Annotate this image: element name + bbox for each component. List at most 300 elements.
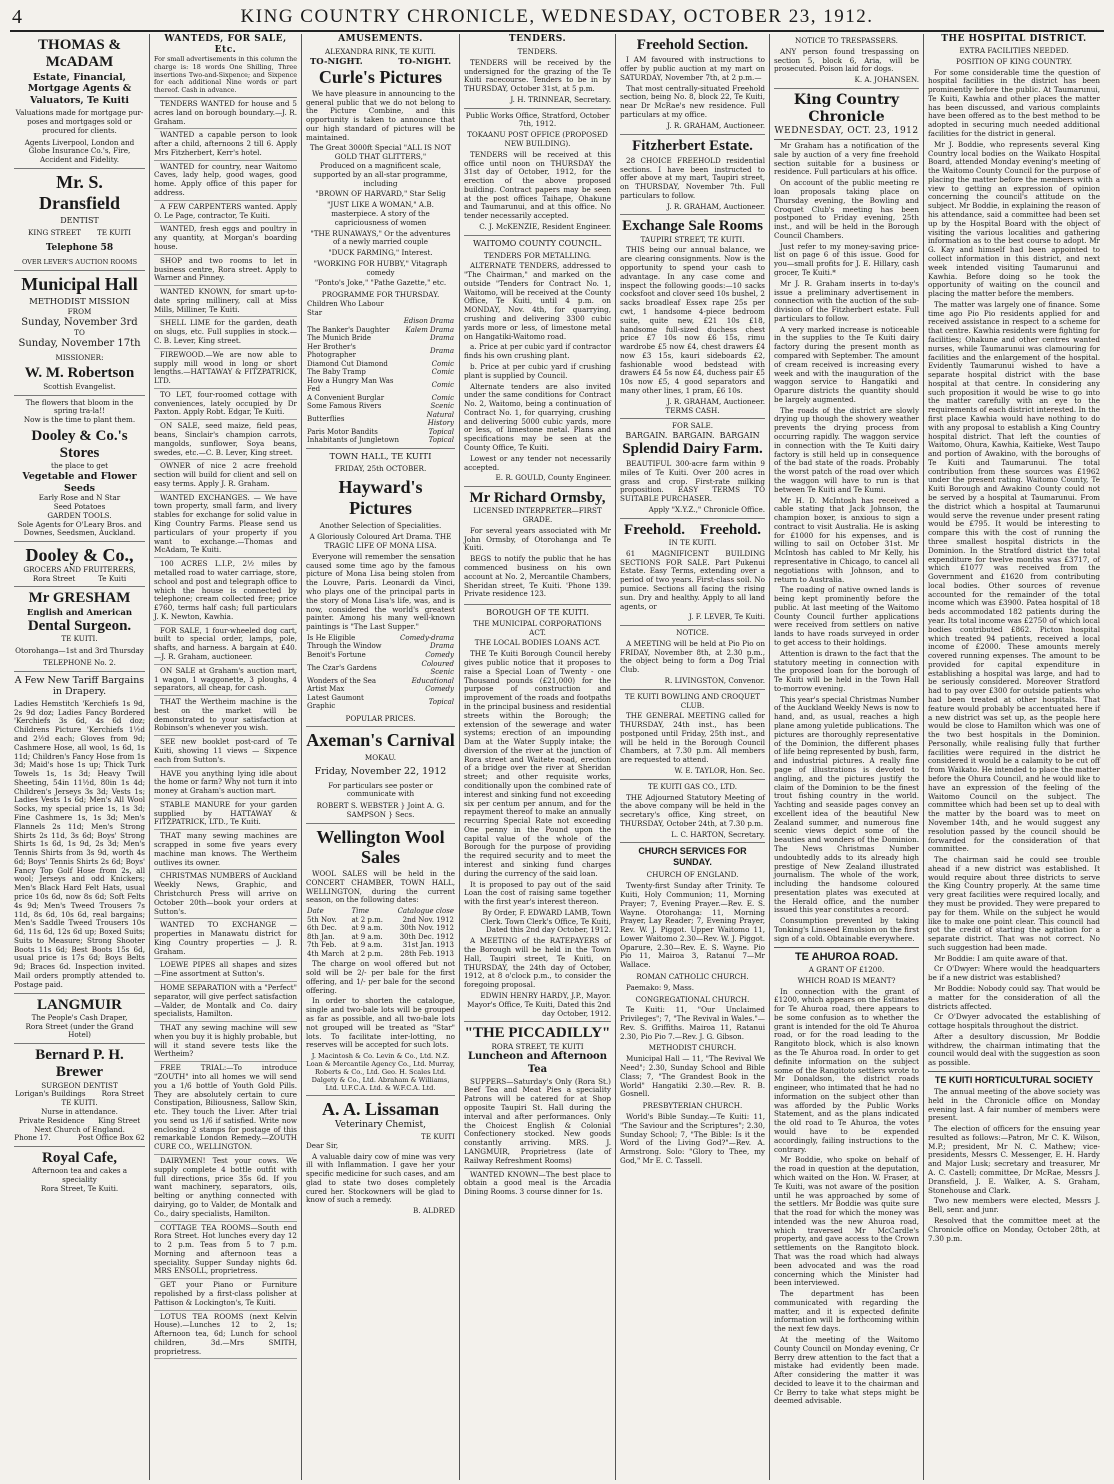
church-body: Paemako: 9, Mass.	[626, 982, 694, 992]
section-heading: WANTEDS, FOR SALE, Etc.	[164, 34, 287, 55]
ad-line: "JUST LIKE A WOMAN," A.B. masterpiece. A story of the capriciousness of women	[327, 200, 434, 227]
classified-ad: TENDERS WANTED for house and 5 acres land on borough boundary.—J. R. Graham.	[154, 98, 297, 129]
table-cell: Edison Drama	[403, 317, 454, 326]
ad-title: Fitzherbert Estate.	[632, 137, 753, 154]
dransfield-ad	[14, 169, 145, 271]
table-row	[306, 436, 455, 445]
table-cell: 6th Dec.	[307, 924, 337, 933]
ad-line: Veterinary Chemist,	[334, 1119, 427, 1130]
ad-body: Ladies Hemstitch 'Kerchiefs 1s 9d, 2s 9d doz; Ladies Fancy Bordered 'Kerchiefs 3s 6d, 4s 6d doz; Childrens Picture 'Kerchiefs 1½d and 2½d each; Gloves from 9d; Cashmere Hose, all wool, 1s 6d, 1s 11d; Children's Fancy Hose from 1s 3d; Maid's hose 1s up; Thick Turk Towels 1s, 1s 3d; Heavy Twill Sheeting, 54in 11½d, 80in 1s 4d; Children's Jerseys 3s 3d; Vests 1s; Ladies Vests 1s 6d; Men's All Wool Socks, my special price 1s, 1s 3d; Fine Cashmere 1s, 1s 3d; Men's Flannels 2s 11d; Men's Strong Shirts 2s 11d, 3s 6d; Boys' Strong Shirts 1s 6d, 1s 9d, 2s 3d; Men's Tennis Shirts from 3s 9d, worth 4s 6d; Boys' Tennis Shirts 2s 6d; Boys' Fancy Top Golf Hose from 2s, all wool; Jerseys and odd Knickers; Men's Black Hard Felt Hats, usual price 10s 6d, now 8s 6d; Soft Felts 4s 9d; Men's Tweed Trousers 7s 11d, 8s 6d, 10s 6d, real bargains; Men's Saddle Tweed Trousers 10s 6d, 11s 6d, 12s 6d up; Boxed Suits; Suits to Measure; Strong Shooter Boots 11s 6d; Best Boots 15s 6d, usual price is 17s 6d; Boys Belts 9d; Braces 6d. Inspection invited. Mail orders promptly attended to. Postage paid.	[14, 698, 145, 989]
ad-body: TENDERS will be received by the undersigned for the grazing of the Te Kuiti racecourse. Tenders to be in by THURSDAY, October 31st, at 5 p.m.	[464, 57, 611, 94]
church-name: PRESBYTERIAN CHURCH.	[642, 1101, 743, 1111]
curle-pictures-ad	[306, 45, 455, 449]
table-cell: 30th Dec. 1912	[399, 932, 454, 941]
news-paragraph: Mr H. D. McIntosh has received a cable stating that Jack Johnson, the champion boxer, is anxious to sign a contract to visit Australia. He is asking for £1000 for his expenses, and is willing to sail on October 31st. Mr McIntosh has cabled to Mr Kelly, his representative in Chicago, to cancel all negotiations with Johnson, and to return to Australia.	[774, 495, 919, 584]
table-cell: Her Brother's Photographer	[307, 342, 356, 360]
ad-title: THOMAS & McADAM	[38, 37, 121, 71]
classified-ad: 100 ACRES L.I.P., 2½ miles by metalled road to water carriage, store, school and post and telegraph office to which the house is connected by telephone; cream collected free; price £760, terms half cash; full particulars J. K. Newton, Kawhia.	[154, 558, 297, 624]
table-row	[306, 368, 455, 377]
ad-body: Everyone will remember the sensation caused some time ago by the famous picture of Mona Lisa being stolen from the Louvre, Paris. Leonardi da Vinci, who plays one of the principal parts in the story of Mona Lisa's life, was, and is now, considered the world's greatest painter. Among his many well-known paintings is "The Last Supper."	[306, 551, 455, 632]
ad-body: TENDERS will be received at this office until noon on THURSDAY the 31st day of October, 1912, for the erection of the above proposed building. Contract papers may be seen at the post offices Taihape, Ohakune and Taumarunui, and at this office. No tender necessarily accepted.	[464, 149, 611, 221]
ad-line: Private Residence King Street	[18, 1115, 141, 1125]
table-cell: Comedy-drama	[400, 633, 454, 642]
ad-line: THE MUNICIPAL CORPORATIONS ACT.	[473, 618, 602, 637]
article-paragraph: For some considerable time the question of hospital facilities in the district has been prominently before the public. At Taumarunui, Te Kuiti, Kawhia and other places the matter has been discussed, and various complaints have been offered as to the best method to be adopted in securing much needed additional facilities for the district in general.	[928, 67, 1100, 138]
ad-line: Rora Street (under the Grand Hotel)	[25, 1021, 134, 1040]
ad-title: Hayward's Pictures	[338, 477, 423, 518]
ad-line: THE LOCAL BODIES LOANS ACT.	[474, 638, 601, 648]
ad-title: Dooley & Co.'s Stores	[31, 427, 128, 462]
ad-line: TENDERS.	[517, 46, 558, 56]
ad-body: BEAUTIFUL 300-acre farm within 9 miles of Te Kuiti. Over 200 acres in grass and crop. First-rate milking proposition. EASY TERMS TO SUITABLE PURCHASER.	[620, 459, 765, 504]
ad-line: IN TE KUITI.	[668, 538, 717, 548]
ad-line: TO-NIGHT. TO-NIGHT.	[309, 56, 452, 67]
ad-title: Exchange Sale Rooms	[622, 218, 763, 235]
programme-table	[306, 300, 455, 445]
table-cell: at 2 p.m.	[351, 949, 383, 958]
ad-title: Freehold Section.	[636, 37, 749, 53]
ad-body: 61 MAGNIFICENT BUILDING SECTIONS FOR SALE. Part Pukenui Estate. Easy Terms, extending over a period of two years. First-class soil. No pumice. Sections all facing the rising sun. Dry and healthy. Apply to all land agents, or	[620, 548, 765, 611]
news-paragraph: Just refer to my money-saving price-list on page 6 of this issue. Good for you—small profits for J. E. Hillary, cash grocer, Te Kuiti.*	[774, 241, 919, 277]
classified-ad: ON SALE at Graham's auction mart, 1 wagon, 1 waggonette, 3 ploughs, 4 separators, all cheap, for cash.	[154, 665, 297, 696]
ad-signature: By Order, F. EDWARD LAMB, Town Clerk. Town Clerk's Office, Te Kuiti, Dated this 2nd day October, 1912.	[480, 907, 611, 935]
municipal-hall-ad	[14, 271, 145, 396]
news-paragraph: Consumption prevented by taking Tonking's Linseed Emulsion on the first sign of a cold. Obtainable everywhere.	[774, 916, 919, 943]
classified-ads	[154, 98, 297, 1359]
article-paragraph: Cr O'Dwyer: Where would the headquarters be if a new district was established?	[928, 964, 1100, 983]
ad-line: For particulars see poster or communicate with	[328, 780, 433, 799]
ad-body: A MEETING of the RATEPAYERS of the Borough will be held in the Town Hall, Taupiri street, Te Kuiti, on THURSDAY, the 24th day of October, 1912, at 8 o'clock p.m., to consider the foregoing proposal.	[464, 936, 611, 990]
ad-title: Royal Cafe,	[42, 1150, 117, 1167]
ad-line: PROGRAMME FOR THURSDAY.	[321, 290, 440, 300]
table-row	[306, 677, 455, 686]
table-cell: How a Hungry Man Was Fed	[307, 376, 394, 394]
ad-signature: J. R. GRAHAM, Auctioneer.	[666, 201, 765, 211]
classified-ad: A FEW CARPENTERS wanted. Apply O. Le Page, contractor, Te Kuiti.	[154, 201, 297, 224]
ad-line: SURGEON DENTIST	[41, 1080, 118, 1090]
ad-line: FOR SALE.	[672, 421, 713, 431]
table-cell: Comedy	[425, 650, 454, 659]
table-cell: Is He Eligible	[307, 633, 356, 642]
ad-line: Valuators, Te Kuiti	[30, 94, 129, 106]
ad-line: Early Rose and N Star	[38, 493, 121, 503]
article-paragraph: The election of officers for the ensuing year resulted as follows:—Patron, Mr C. K. Wilson, M.P.; president, Mr N. C. Mathew; vice-presidents, Messrs C. Messenger, E. H. Hardy and Major Lusk; secretary and treasurer, Mr A. C. Castell; committee, Dr McRae, Messrs J. Dransfield, J. E. Walker, A. S. Graham, Stonehouse and Clark.	[928, 1124, 1100, 1195]
table-cell: Benoit's Fortune	[307, 650, 366, 659]
ad-title: Curle's Pictures	[318, 67, 443, 88]
article-subhead: WHICH ROAD IS MEANT?	[797, 975, 896, 985]
table-row	[306, 377, 455, 394]
ad-line: Sunday, November 17th	[18, 337, 141, 349]
drapery-ad	[14, 672, 145, 994]
ad-line: POPULAR PRICES.	[345, 713, 416, 723]
ad-line: Now is the time to plant them.	[23, 415, 136, 425]
table-cell: Topical	[428, 697, 454, 706]
ad-body: We have pleasure in announcing to the general public that we do not belong to the Picture Combine, and this opportunity is taken to announce that our high standard of pictures will be maintained.	[306, 88, 455, 142]
ad-body: BEGS to notify the public that he has commenced business on his own account at No. 2, Mercantile Chambers, Sheridan street, Te Kuiti. 'Phone 139. Private residence 123.	[464, 554, 611, 599]
article-headline: TE KUITI HORTICULTURAL SOCIETY	[934, 1075, 1094, 1086]
classified-ad: THAT many sewing machines are scrapped in some five years every machine man knows. The Wertheim outlives its owner.	[154, 830, 297, 870]
ad-signature: R. LIVINGSTON, Convenor.	[664, 675, 765, 685]
programme-table	[306, 634, 455, 711]
table-header-row	[306, 907, 455, 916]
ad-body: THE GENERAL MEETING called for THURSDAY, 24th inst., has been postponed until Friday, 25th inst., and will be held in the Borough Council Chambers, at 7.30 p.m. All members are requested to attend.	[620, 711, 765, 765]
column-6	[770, 34, 924, 1480]
table-cell: Latest Gaumont Graphic	[307, 693, 364, 711]
ad-title: Municipal Hall	[21, 273, 138, 294]
ad-line: TOWN HALL, TE KUITI	[329, 452, 432, 463]
ad-title: Axeman's Carnival	[306, 730, 455, 751]
church-services	[620, 843, 765, 1170]
ad-body: WANTED KNOWN—The best place to obtain a good meal is the Arcadia Dining Rooms. 3 course dinner for 1s.	[464, 1169, 611, 1197]
classified-ad: SEE new booklet post-card of Te Kuiti, showing 11 views — Sixpence each from Sutton's.	[154, 736, 297, 767]
fitzherbert-ad	[620, 135, 765, 216]
table-cell: 2nd Nov. 1912	[402, 915, 454, 924]
classified-ad: GET your Piano or Furniture repolished by a first-class polisher at Pattison & Lockington's, Te Kuiti.	[154, 1279, 297, 1310]
table-row	[306, 685, 455, 694]
section-heading: CHURCH SERVICES FOR SUNDAY.	[638, 846, 747, 868]
table-cell: 31st Jan. 1913	[402, 941, 454, 950]
ad-line: "Ponto's Joke," "Pathe Gazette," etc.	[314, 278, 447, 288]
page-columns	[10, 34, 1104, 1480]
ad-line: MOKAU.	[364, 753, 397, 763]
news-paragraph: The roads of the district are slowly drying up though the showery weather prevents the drying process from occurring rapidly. The waggon service in connection with the Te Kuiti dairy factory is still held up in consequence of the bad state of the roads. Probably the worst patch of the road over which the waggon will have to run is that between Te Kuiti and Te Kumi.	[774, 405, 919, 494]
ad-title: Mr. S. Dransfield	[39, 171, 120, 213]
table-row	[306, 317, 455, 326]
ad-line: Next Church of England.	[34, 1124, 125, 1134]
classified-ad: FOR SALE, 1 four-wheeled dog cart, built to special order, lamps, pole, shafts, and harness. A bargain at £40.—J. R. Graham, auctioneer.	[154, 625, 297, 665]
news-paragraph: Mr Graham has a notification of the sale by auction of a very fine freehold section suitable for a business or residence. Full particulars at his office.	[774, 141, 919, 177]
waitomo-tender	[464, 236, 611, 487]
column-5	[616, 34, 770, 1480]
ad-line: J. Macintosh & Co. Levin & Co., Ltd. N.Z. Loan & Mercantile Agency Co., Ltd. Murray, Roberts & Co., Ltd. Geo. H. Scales Ltd. Dalgety & Co., Ltd. Abraham & Williams, Ltd. U.F.C.A. Ltd. & W.F.C.A. Ltd.	[306, 1052, 455, 1093]
classified-ad: WANTED, fresh eggs and poultry in any quantity, at Morgan's boarding house.	[154, 223, 297, 254]
lissaman-ad	[306, 1096, 455, 1219]
ad-line: ROBERT S. WEBSTER } Joint A. G. SAMPSON } Secs.	[316, 801, 445, 819]
ad-body: For several years associated with Mr John Ormsby, of Otorohanga and Te Kuiti.	[464, 525, 611, 553]
church-body: Te Kuiti: 11, "Our Unclaimed Privileges"; 7, "The Revival in Wales."—Rev. S. Griffiths. Mairoa 11, Ratanui 2.30, Pio Pio 7.—Rev. J. G. Gibson.	[620, 1005, 765, 1041]
table-cell: Through the Window	[307, 642, 382, 651]
masthead	[10, 4, 1104, 32]
dog-trial-notice	[620, 626, 765, 690]
table-cell: Inhabitants of Jungletown	[307, 436, 400, 445]
article-paragraph: Mr Boddie, who spoke on behalf of the road in question at the deputation, which waited on the Hon. W. Fraser, at Te Kuiti, was not aware of the position until he was approached by some of the settlers. Mr Boddie was quite sure that the road for which the money was intended was the new Ahuroa road, which traversed Mr McCardle's property, and gave access to the Crown settlements on the Rangitoto block. That was the road which had always been advocated and was the road concerning which the Minister had been interviewed.	[774, 1155, 919, 1288]
ad-line: GROCERS AND FRUITERERS,	[23, 564, 136, 574]
ad-signature: J. R. GRAHAM, Auctioneer.	[666, 396, 765, 406]
ad-line: "THE RUNAWAYS," Or the adventures of a newly married couple	[310, 228, 451, 247]
table-row	[306, 343, 455, 360]
ad-line: BOROUGH OF TE KUITI.	[486, 608, 589, 618]
classified-ad: WANTED for country, near Waitomo Caves, lady help, good wages, good home. Apply office of this paper for address.	[154, 161, 297, 201]
ad-signature: W. E. TAYLOR, Hon. Sec.	[674, 766, 765, 775]
news-paragraph: The roading of native owned lands is being kept prominently before the public. At last meeting of the Waitomo County Council further applications were received from settlers on native lands to have roads surveyed in order to get access to their holdings.	[774, 585, 919, 647]
table-cell: 8th Jan.	[307, 932, 335, 941]
news-paragraph: A very marked increase is noticeable in the supplies to the Te Kuiti dairy factory during the present month as compared with September. The amount of cream received is increasing every week and with the inauguration of the waggon service to Hangatiki and Oparure districts the quantity should be largely augmented.	[774, 324, 919, 404]
exchange-sale-rooms-ad	[620, 215, 765, 419]
ad-body: A MEETING will be held at Pio Pio on FRIDAY, November 8th, at 2.30 p.m., the object being to form a Dog Trial Club.	[620, 638, 765, 675]
classified-ad: LOEWE PIPES all shapes and sizes —Fine assortment at Sutton's.	[154, 959, 297, 982]
table-cell: Natural History	[426, 410, 454, 428]
ad-line: Luncheon and Afternoon Tea	[468, 1051, 607, 1075]
ad-line: "WORKING FOR HUBBY," Vitagraph comedy	[313, 258, 448, 277]
wool-dates-table	[306, 907, 455, 958]
table-row	[306, 411, 455, 428]
church-body: Municipal Hall — 11, "The Revival We Need"; 2.30, Sunday School and Bible Class; 7, "The Grandest Book in the World" Hangatiki 2.30.—Rev. R. B. Gosnell.	[620, 1054, 765, 1099]
bowling-club-notice	[620, 690, 765, 780]
issue-date: WEDNESDAY, OCT. 23, 1912	[774, 126, 919, 140]
ad-line: Lorigan's Buildings Rora Street	[14, 1089, 144, 1099]
ad-body: SUPPERS—Saturday's Only (Rora St.) Beef Tea and Meat Pies a speciality Patrons will be catered for at Shop opposite Taupiri St. Hall during the interval and after performances. Only the Choicest English & Colonial Confectionery stocked. New goods constantly arriving. MRS. J. LANGMUIR, Proprietress (late of Railway Refreshment Rooms)	[464, 1076, 611, 1165]
news-paragraph: Mr J. R. Graham inserts in to-day's issue a preliminary advertisement in connection with the auction of the sub-division of the Fitzherbert estate. Full particulars to follow.	[774, 278, 919, 323]
table-cell: at 9 a.m.	[351, 941, 383, 950]
freehold-section-ad	[620, 34, 765, 135]
classified-ad: WANTED KNOWN, for smart up-to-date spring millinery, call at Miss Mills, Milliner, Te Kuiti.	[154, 286, 297, 317]
classified-ad: FREE TRIAL:—To introduce "ZOUTH" into all homes we will send you a 1/6 bottle of Youth Gold Pills. They are absolutely certain to cure Constipation, Biliousness, Sallow Skin, etc. They touch the Liver. After trial you send us 1/6 if satisfied. Write now enclosing 2 stamps for postage of this remarkable London Remedy.—ZOUTH CURE CO., WELLINGTON.	[154, 1062, 297, 1155]
ad-line: WAITOMO COUNTY COUNCIL.	[472, 238, 603, 248]
ad-line: TE KUITI GAS CO., LTD.	[648, 781, 737, 791]
ad-line: TAUPIRI STREET, TE KUITI.	[640, 234, 745, 244]
classified-ad: WANTED EXCHANGES. — We have town property, small farm, and livery stables for exchange for solid value in King Country Farms. Please send us particulars of your property if you want to exchange.—Thomas and McAdam, Te Kuiti.	[154, 492, 297, 558]
table-cell: Topical	[428, 427, 454, 436]
ad-line: Phone 17. Post Office Box 62	[14, 1133, 145, 1143]
table-cell: 28th Feb. 1913	[400, 949, 454, 958]
column-7	[924, 34, 1104, 1480]
classified-ad: HOME SEPARATION with a "Perfect" separator, will give perfect satisfaction—Valder, de Montalk and Co. dairy specialists, Hamilton.	[154, 982, 297, 1022]
ad-line: Seed Potatoes	[53, 502, 106, 512]
classified-ad: ON SALE, seed maize, field peas, beans, Sinclair's champion carrots, mangolds, sunflower, Soya beans, swedes, etc.—C. B. Lever, King street.	[154, 420, 297, 460]
table-header: Catalogue close	[397, 907, 454, 916]
ad-title: Mr GRESHAM	[28, 590, 131, 607]
classified-ad: WANTED a capable person to look after a child, afternoons 2 till 6. Apply Mrs Fitzherbert, Kerr's hotel.	[154, 129, 297, 160]
news-paragraph: This year's special Christmas Number of the Auckland Weekly News is now to hand, and, as usual, reaches a high plane among yuletide publications. The pictures are thoroughly representative of the Dominion, the different phases of life being represented by bush, farm, and industrial pictures. A really fine page of illustrations is devoted to angling, and the pictures justify the claim of the Dominion to be the finest trout fishing country in the world. Yachting and seaside pages convey an excellent idea of the beautiful New Zealand summer, and numerous fine scenic views depict some of the beauties and wonders of the Dominion. The News Christmas Number undoubtedly adds to its already high prestige of New Zealand illustrated journalism. The whole of the work, including the handsome coloured presentation plates was executed at the Herald office, and the number issued this year constitutes a record.	[774, 694, 919, 915]
table-row	[306, 402, 455, 411]
ad-line: Another Selection of Specialities.	[319, 520, 442, 530]
ad-body: It is proposed to pay out of the said Loan the cost of raising same together with the first year's interest thereon.	[464, 879, 611, 907]
table-cell: 4th March	[307, 949, 345, 958]
article-paragraph: The department has been communicated with regarding the matter, and it is expected definite information will be forthcoming within the next few days.	[774, 1289, 919, 1334]
ad-signature: K. A. JOHANSEN.	[854, 75, 919, 85]
ad-signature: L. C. HARTON, Secretary.	[671, 829, 765, 839]
table-cell: The Czar's Gardens	[307, 663, 377, 672]
classified-ad: FIREWOOD.—We are now able to supply mill wood in long or short lengths.—HATTAWAY & FITZPATRICK, LTD.	[154, 349, 297, 389]
ad-line: "DUCK FARMING," Interest.	[328, 248, 433, 258]
ad-line: FROM	[67, 306, 92, 316]
ad-line: GARDEN TOOLS.	[47, 510, 112, 520]
article-paragraph: Cr O'Dwyer advocated the establishing of cottage hospitals throughout the district.	[928, 1012, 1100, 1031]
ad-line: TE KUITI.	[61, 634, 98, 644]
article-paragraph: Mr J. Boddie, who represents several King Country local bodies on the Waikato Hospital Board, attended Monday evening's meeting of the Waitomo County Council for the purpose of placing the matter before the members with a view to getting an expression of opinion concerning the council's attitude on the subject. Mr Boddie, in explaining the reason of his attendance, said a committee had been set up by the Hospital Board with the object of visiting the various localities and gathering information as to the best course to adopt. Mr G. Kay and himself had been appointed to collect information in this district, and next week intended visiting Taumarunui and Kawhia. Before doing so he took the opportunity of waiting on the council and placing the matter before the members.	[928, 139, 1100, 299]
ad-signature: Apply "X.Y.Z.," Chronicle Office.	[648, 505, 765, 514]
article-paragraph: Mr Boddie: Nobody could say. That would be a matter for the consideration of all the districts affected.	[928, 984, 1100, 1011]
ad-line: TOKAANU POST OFFICE (PROPOSED NEW BUILDING).	[467, 130, 608, 148]
ad-line: KING STREET TE KUITI	[28, 228, 131, 238]
ad-line: Estate, Financial,	[33, 71, 126, 83]
ad-body: Alternate tenders are also invited under the same conditions for Contract No. 2, Waitomo, being a continuation of Contract No. 1, for quarrying, crushing and delivering 5000 cubic yards, more or less, of limestone metal. Plans and specifications may be seen at the County Office, Te Kuiti.	[464, 381, 611, 452]
table-cell: A Convenient Burglar	[307, 393, 385, 402]
table-cell	[402, 300, 455, 317]
ad-line: TELEPHONE No. 2.	[43, 657, 116, 667]
table-row	[306, 334, 455, 343]
article-paragraph: After a desultory discussion, Mr Boddie withdrew, the chairman intimating that the council would deal with the suggestion as soon as possible.	[928, 1031, 1100, 1068]
article-paragraph: Mr Boddie: I am quite aware of that.	[934, 953, 1068, 963]
brewer-ad	[14, 1044, 145, 1147]
ad-title: Freehold. Freehold.	[624, 521, 761, 538]
table-cell: Paris Motor Bandits	[307, 427, 378, 436]
ad-signature: EDWIN HENRY HARDY, J.P., Mayor. Mayor's Office, Te Kuiti, Dated this 2nd day October, 1912.	[467, 990, 611, 1018]
dairy-farm-ad	[620, 419, 765, 518]
ad-title: Dooley & Co.,	[25, 545, 134, 566]
table-cell: Children Who Labour Star	[307, 299, 384, 317]
church-name: METHODIST CHURCH.	[648, 1043, 737, 1053]
ad-line: Mortgage Agents &	[27, 83, 132, 95]
classified-ad: COTTAGE TEA ROOMS—South end Rora Street. Hot lunches every day 12 to 2 p.m. Teas from 5 to 7 p.m. Morning and afternoon teas a speciality. Supper Sunday nights 6d. MRS ENSOLL, proprietress.	[154, 1222, 297, 1280]
ad-line: Scottish Evangelist.	[43, 381, 116, 391]
table-cell: Artist Max	[307, 685, 345, 694]
ad-body: b. Price at per cubic yard if crushing plant is supplied by Council.	[464, 361, 611, 380]
ad-title: Splendid Dairy Farm.	[622, 440, 763, 457]
ad-line: TENDERS FOR METALLING.	[483, 250, 592, 260]
ad-line: NOTICE.	[676, 628, 709, 638]
article-paragraph: The chairman said he could see trouble ahead if a new district was established. It would require about three districts to serve the King Country properly. At the same time very great facilities were required locally, and they must be provided. They were prepared to pay for them. While on the subject he would like to make one point clear. This council had got the credit of starting the agitation for a separate district. That was not correct. No such suggestion had been made.	[928, 855, 1100, 952]
ad-body: A valuable dairy cow of mine was very ill with Inflammation. I gave her your specific medicine for such cases, and am glad to state two doses completely cured her. Stockowners will be glad to know of such a remedy.	[306, 1151, 455, 1205]
ad-line: METHODIST MISSION	[29, 297, 130, 308]
gas-co-notice	[620, 780, 765, 844]
classified-ad: SHELL LIME for the garden, death on slugs, etc. Full supplies in stock.—C. B. Lever, King street.	[154, 317, 297, 348]
church-name: ROMAN CATHOLIC CHURCH.	[636, 972, 749, 981]
ad-line: Rora Street, Te Kuiti.	[40, 1183, 119, 1193]
ad-body: In order to shorten the catalogue, single and two-bale lots will be grouped as far as possible, and all two-bale lots not grouped will be treated as "Star" lots. To facilitate inter-lotting, no reserves will be accepted for such lots.	[306, 996, 455, 1050]
section-intro: For small advertisements in this column the charge is: 18 words One Shilling, Three insertions Two-and-Sixpence; and Sixpence for each additional Nine words or part thereof. Cash in advance.	[154, 56, 297, 98]
table-header: Date	[307, 907, 324, 916]
ad-body: a. Price at per cubic yard if contractor finds his own crushing plant.	[464, 342, 611, 361]
local-news	[774, 142, 919, 944]
ad-line: Telephone 58	[45, 242, 114, 253]
ad-title: A Few New Tariff Bargains in Drapery.	[14, 674, 145, 698]
table-cell: Some Famous Rivers	[307, 402, 382, 411]
table-cell: The Baby Tramp	[307, 368, 366, 377]
classified-ad: DAIRYMEN! Test your cows. We supply complete 4 bottle outfit with full directions, price 35s 6d. If you want machinery, separators, oils, belting or anything connected with dairying, go to Valder, de Montalk and Co., dairy specialists, Hamilton.	[154, 1155, 297, 1221]
ad-body: ANY person found trespassing on section 5, block 6, Aria, will be prosecuted. Poison laid for dogs.	[774, 46, 919, 74]
table-cell: Comic	[431, 393, 454, 402]
classified-ad: STABLE MANURE for your garden supplied by HATTAWAY & FITZPATRICK, LTD., Te Kuiti.	[154, 799, 297, 830]
classified-ad: THAT the Wertheim machine is the best on the market will be demonstrated to your satisfaction at Robinson's whenever you wish.	[154, 696, 297, 736]
table-cell: Coloured Scenic	[421, 659, 454, 677]
article-paragraph: The annual meeting of the above society was held in the Chronicle office on Monday evening last. A fair number of members were present.	[928, 1087, 1100, 1123]
church-body: Twenty-first Sunday after Trinity. Te Kuiti, Holy Communion; 11, Morning Prayer; 7, Evening Prayer.—Rev. E. S. Wayne. Otorohanga: 11, Morning Prayer, Lay Reader; 7, Evening Prayer, Rev. W. J. Piggot. Upper Waitomo 11, Lower Waitomo 2.30—Rev. W. J. Piggot. Oparure, 2.30—Rev. E. S. Wayne. Pio Pio 11, Mairoa 3, Ratanui 7—Mr Wallace.	[620, 881, 765, 970]
ad-body: THE Te Kuiti Borough Council hereby gives public notice that it proposes to raise a Special Loan of Twenty - one Thousand pounds (£21,000) for the purpose of construction and improvement of the roads and footpaths in the principal business and residential streets within the Borough; the extension of the sewerage and water systems; erection of an impounding Dam at the Water Supply intake; the diversion of the river at the junction of Rora street and Waitete road, erection of a bridge over the river at Sheridan street; and other requisite works, conditionally upon the combined rate of interest and sinking fund not exceeding six per centum per annum, and for the repayment thereof to make an annually recurring Special Rate not exceeding One penny in the Pound upon the capital value of the whole of the Borough for the purpose of providing the required security and to meet the interest and sinking fund charges during the currency of the said loan.	[464, 649, 611, 878]
ad-line: MISSIONER:	[55, 352, 104, 362]
church-name: CHURCH OF ENGLAND.	[646, 870, 739, 880]
article-subhead: POSITION OF KING COUNTRY.	[955, 56, 1073, 66]
ad-line: BARGAIN. BARGAIN. BARGAIN	[625, 431, 760, 441]
table-cell: Kalem Drama	[405, 325, 454, 334]
table-cell: Comic	[431, 368, 454, 377]
horticultural-article	[928, 1071, 1100, 1243]
borough-loan-notice	[464, 605, 611, 1022]
ad-title: Wellington Wool Sales	[316, 826, 445, 868]
table-row	[306, 660, 455, 677]
section-heading: TENDERS.	[508, 34, 567, 44]
freehold-sections-ad	[620, 519, 765, 626]
table-cell: The Banker's Daughter	[307, 325, 390, 334]
ad-line: A Gloriously Coloured Art Drama. THE TRAGIC LIFE OF MONA LISA.	[309, 532, 452, 551]
ad-line: Rora Street Te Kuiti	[32, 573, 127, 583]
ad-title: "THE PICCADILLY"	[464, 1025, 611, 1042]
classified-ad: SHOP and two rooms to let in business centre, Rora street. Apply to Warner and Pinney.	[154, 255, 297, 286]
dooley-stores-ad	[14, 396, 145, 543]
table-cell: Drama	[430, 642, 454, 651]
ad-body: ALTERNATE TENDERS, addressed to "The Chairman," and marked on the outside "Tenders for Contract No. 1, Waitomo, will be received at the County Office, Te Kuiti, until 4 p.m. on MONDAY, Nov. 4th, for quarrying, crushing and delivering 3300 cubic yards more or less, of limestone metal on Hangatiki-Waitomo road.	[464, 261, 611, 341]
ad-body: THIS being our annual balance, we are clearing consignments. Now is the opportunity to spend your cash to advantage. In any case come and inspect the following goods:—10 sacks cocksfoot and clover seed 10s bushel, 2 sacks broadleaf Essex rape 25s per cwt, 1 handsome 4-piece bedroom suite, quite new, £21 10s £18, handsome full-sized duchess chest price £7 10s now £6 15s, rimu wardrobe £5 now £4, chest drawers £4 now £3 15s, kauri sideboards £2, fashionable wood bedstead with drawers £4 5s now £4, duchess pair £5 10s now £5, 4 good separators and many other lines, 1 pram, £6 10s.	[620, 245, 765, 395]
table-cell: The Munich Bride	[307, 334, 371, 343]
ad-line: W. M. Robertson	[24, 365, 135, 382]
table-cell: at 9 a.m.	[351, 932, 383, 941]
langmuir-ad	[14, 994, 145, 1045]
table-cell: Scenic	[430, 402, 454, 411]
ad-body: The charge on wool offered but not sold will be 2/- per bale for the first offering, and 1/- per bale for the second offering.	[306, 959, 455, 995]
article-paragraph: At the meeting of the Waitomo County Council on Monday evening, Cr Berry drew attention to the fact that a mistake had evidently been made. After considering the matter it was decided to leave it to the chairman and Cr Berry to take what steps might be deemed advisable.	[774, 1335, 919, 1406]
ad-signature: J. F. LEVER, Te Kuiti.	[688, 612, 765, 622]
ad-line: Sole Agents for O'Leary Bros. and Downes, Seedsmen, Auckland.	[17, 519, 142, 538]
classified-ad: OWNER of nice 2 acre freehold section will build for client and sell on easy terms. Apply J. R. Graham.	[154, 460, 297, 491]
ad-line: Vegetable and Flower Seeds	[22, 471, 137, 494]
ad-line: OVER LEVER'S AUCTION ROOMS	[21, 257, 138, 266]
table-cell: Comic	[431, 359, 454, 368]
church-name: CONGREGATIONAL CHURCH.	[635, 994, 750, 1004]
table-row	[306, 394, 455, 403]
table-row	[306, 933, 455, 942]
hospital-article	[928, 34, 1100, 1068]
ad-line: ALEXANDRA RINK, TE KUITI.	[325, 46, 436, 56]
piccadilly-ad	[464, 1022, 611, 1202]
table-row	[306, 428, 455, 437]
column-1	[10, 34, 150, 1480]
article-subhead: A GRANT OF £1200.	[808, 964, 885, 974]
table-cell: 7th Feb.	[307, 941, 337, 950]
article-paragraph: Two new members were elected, Messrs J. Bell, senr. and junr.	[928, 1196, 1100, 1215]
article-headline: TE AHUROA ROAD.	[794, 950, 899, 963]
ad-line: Sunday, November 3rd	[21, 316, 138, 328]
ad-line: English and American	[26, 607, 133, 618]
table-row	[306, 300, 455, 317]
classified-ad: TO LET, four-roomed cottage with conveniences, lately occupied by Dr Paxton. Apply Robt. Edgar, Te Kuiti.	[154, 389, 297, 420]
classified-ad: THAT any sewing machine will sew when you buy it is highly probable, but will it stand severe tests like the Wertheim?	[154, 1022, 297, 1062]
table-cell: Comedy	[425, 685, 454, 694]
ad-signature: E. R. GOULD, County Engineer.	[495, 473, 611, 483]
section-heading: AMUSEMENTS.	[338, 34, 423, 44]
ad-body: That most centrally-situated Freehold section, being No. 8, block 22, Te Kuiti, near Dr McRae's new residence. Full particulars at my office.	[620, 83, 765, 119]
dooley-grocers-ad	[14, 542, 145, 587]
table-cell	[306, 317, 402, 326]
table-row	[306, 651, 455, 660]
table-row	[306, 694, 455, 711]
church-body: World's Bible Sunday.—Te Kuiti: 11, "The Saviour and the Scriptures"; 2.30, Sunday School; 7, "The Bible: Is it the Word of the Living God?"—Rev. A. Armstrong. Solo: "Glory to Thee, my God," Mr E. C. Tassell.	[620, 1111, 765, 1165]
ad-title: A. A. Lissaman	[321, 1099, 440, 1120]
column-4	[460, 34, 616, 1480]
ad-body: WOOL SALES will be held in the CONCERT CHAMBER, TOWN HALL, WELLINGTON, during the current season, on the following dates:	[306, 869, 455, 905]
ad-line: The People's Cash Draper,	[31, 1012, 128, 1022]
ad-line: TERMS CASH.	[665, 405, 720, 415]
ad-line: The Great 3000ft Special "ALL IS NOT GOLD THAT GLITTERS,"	[309, 143, 452, 162]
thomas-mcadam-ad	[14, 34, 145, 169]
ad-line: Otorohanga—1st and 3rd Thursday	[15, 646, 144, 656]
ad-line: the place to get	[50, 461, 109, 471]
ad-signature: J. R. GRAHAM, Auctioneer.	[666, 120, 765, 130]
ad-line: FRIDAY, 25th OCTOBER.	[334, 464, 427, 474]
ad-line: TE KUITI BOWLING AND CROQUET CLUB.	[624, 691, 761, 710]
ad-line: TE KUITI	[421, 1131, 455, 1141]
table-cell: Drama	[430, 346, 454, 355]
ad-line: TO	[74, 327, 85, 337]
